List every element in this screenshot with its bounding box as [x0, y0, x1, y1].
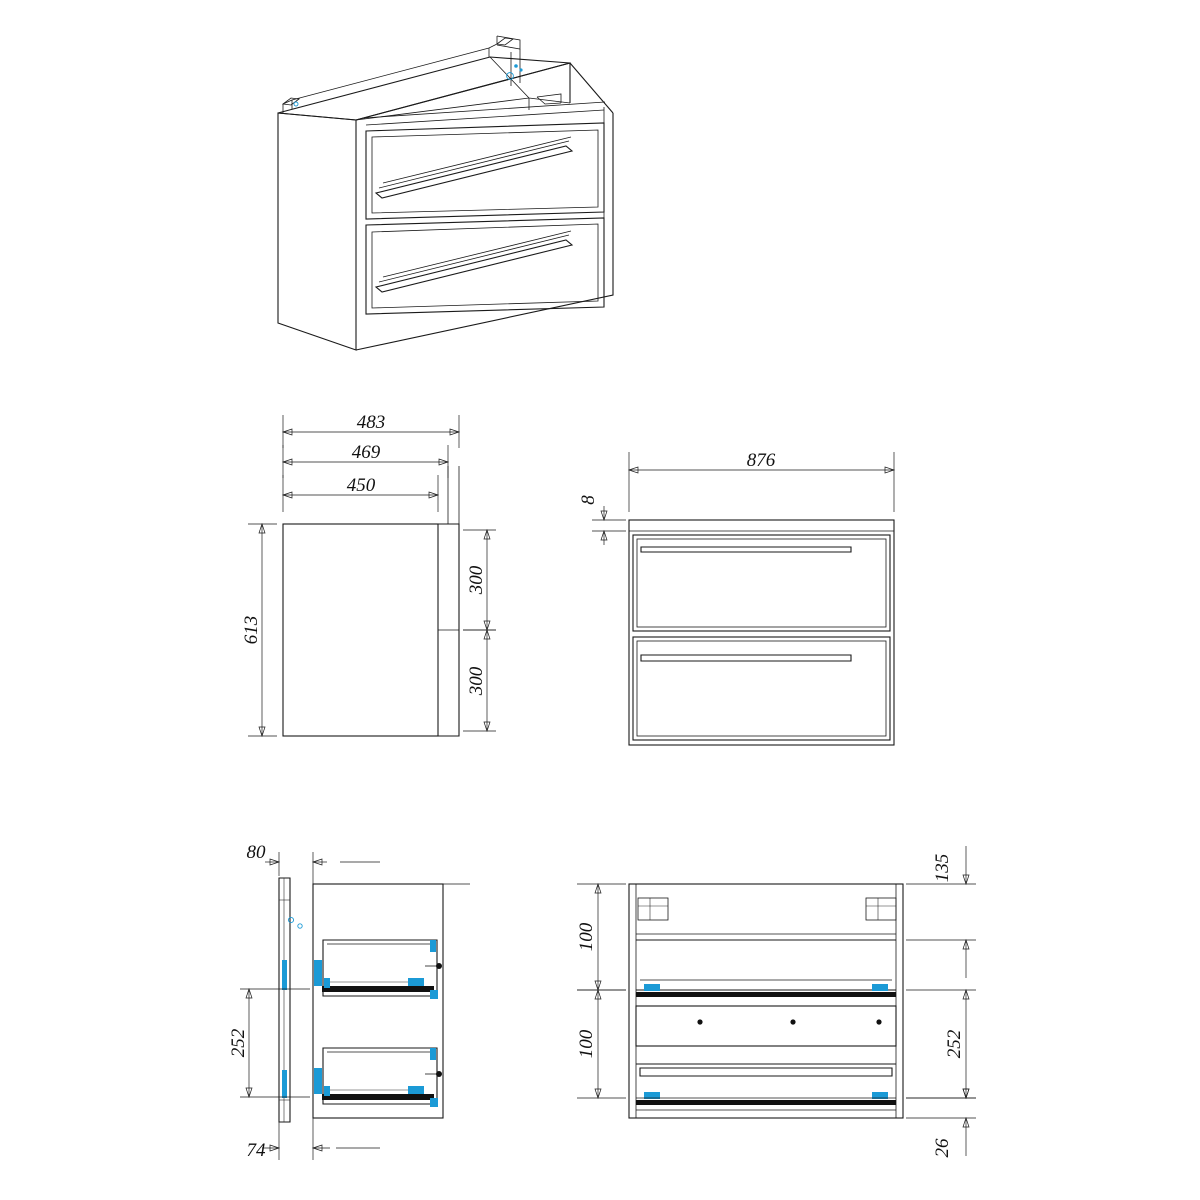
dim-135: [906, 846, 976, 978]
dim-8: [578, 495, 626, 545]
dim-label-135: 135: [932, 853, 953, 883]
dim-100-lower: [576, 990, 626, 1098]
dim-469: [283, 442, 448, 478]
dim-label-100-upper: 100: [576, 922, 597, 952]
dim-613: [241, 524, 277, 736]
dim-300-lower: [463, 630, 496, 731]
dim-label-450: 450: [346, 475, 376, 496]
dim-252-side: [228, 989, 310, 1097]
side-section-view: [228, 842, 470, 1161]
dim-label-252-side: 252: [228, 1028, 249, 1058]
dim-450: [283, 475, 438, 512]
dim-26: [906, 1089, 976, 1158]
dim-label-80: 80: [246, 842, 266, 863]
dim-label-613: 613: [241, 615, 262, 645]
dim-label-876: 876: [746, 450, 776, 471]
front-view: [578, 450, 894, 745]
dim-label-300-upper: 300: [466, 565, 487, 595]
dim-label-26: 26: [932, 1138, 953, 1158]
dim-label-252-front: 252: [944, 1029, 965, 1059]
dim-label-483: 483: [356, 412, 386, 433]
dim-74: [247, 1104, 331, 1161]
dim-label-8: 8: [578, 495, 599, 505]
dim-label-300-lower: 300: [466, 666, 487, 696]
side-view: [241, 412, 496, 736]
dim-252-front: [906, 990, 976, 1098]
dim-label-100-lower: 100: [576, 1029, 597, 1059]
dim-label-469: 469: [351, 442, 381, 463]
front-section-view: [576, 846, 976, 1158]
dim-876: [629, 450, 894, 512]
dim-80: [247, 842, 328, 938]
dim-300-upper: [463, 530, 496, 630]
dim-label-74: 74: [246, 1140, 266, 1161]
dim-100-upper: [576, 884, 626, 990]
isometric-view: [278, 36, 613, 350]
